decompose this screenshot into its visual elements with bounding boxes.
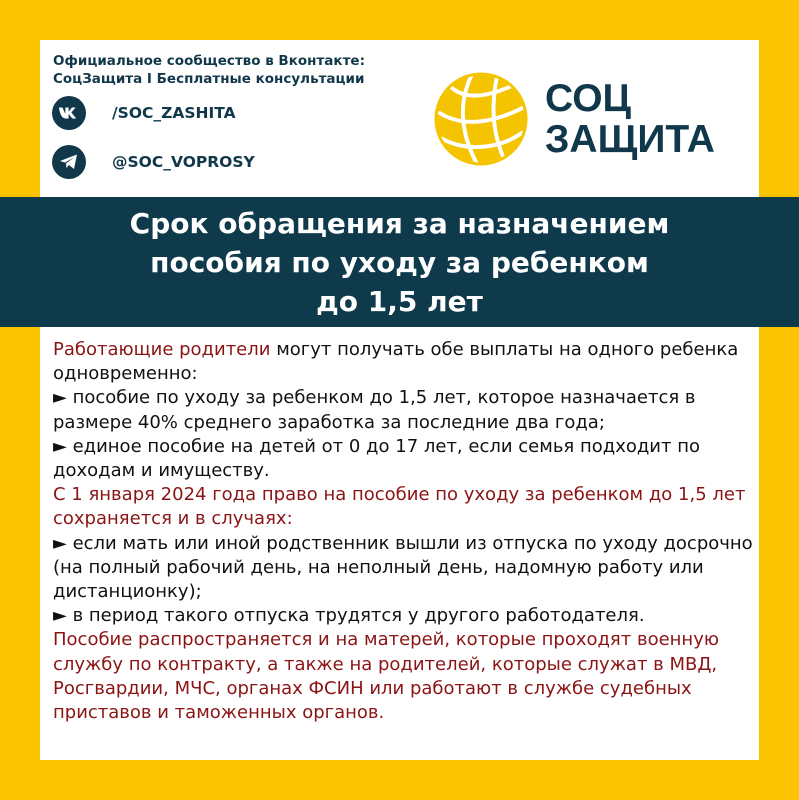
vk-handle[interactable]: /SOC_ZASHITA: [112, 104, 236, 122]
community-caption: [53, 52, 433, 88]
telegram-icon: [52, 145, 86, 179]
highlight-service-members: Пособие распространяется и на матерей, которые проходят военную службу по контракту, а также на родителей, которые служат в МВД, Росгвардии, МЧС, органах ФСИН или работают в службе судебных приставов и таможенных органов.: [53, 629, 720, 724]
community-line-2: СоцЗащита I Бесплатные консультации: [53, 71, 365, 87]
content-card: [40, 327, 759, 760]
brand-name: [545, 78, 745, 160]
title-line-2: пособия по уходу за ребенком: [150, 245, 649, 279]
paragraph-working-parents: [53, 338, 753, 386]
brand-line-2: ЗАЩИТА: [545, 118, 715, 161]
title-line-3: до 1,5 лет: [316, 284, 483, 318]
working-parents-text: могут получать обе выплаты на одного ребенка одновременно:: [53, 339, 739, 385]
title-line-1: Срок обращения за назначением: [129, 206, 670, 240]
highlight-working-parents: Работающие родители: [53, 339, 271, 360]
list-item-early-return: ► если мать или иной родственник вышли из отпуска по уходу досрочно (на полный рабочий день, на неполный день, надомную работу или дистанционку);: [53, 532, 753, 603]
highlight-2024-change: С 1 января 2024 года право на пособие по уходу за ребенком до 1,5 лет сохраняется и в случаях:: [53, 484, 746, 530]
brand-line-1: СОЦ: [545, 77, 632, 120]
telegram-link[interactable]: [52, 145, 255, 179]
title-banner: [0, 197, 799, 327]
vk-icon: [52, 96, 86, 130]
vk-link[interactable]: [52, 96, 236, 130]
page-title: [130, 204, 670, 321]
telegram-handle[interactable]: @SOC_VOPROSY: [112, 153, 255, 171]
body-text: [53, 338, 753, 725]
community-line-1: Официальное сообщество в Вконтакте:: [53, 53, 365, 69]
header-card: [40, 40, 759, 197]
list-item-other-employer: ► в период такого отпуска трудятся у другого работодателя.: [53, 605, 645, 627]
globe-logo-icon: [432, 70, 530, 168]
list-item-care-allowance: ► пособие по уходу за ребенком до 1,5 лет, которое назначается в размере 40% среднего заработка за последние два года;: [53, 387, 696, 433]
list-item-unified-allowance: ► единое пособие на детей от 0 до 17 лет, если семья подходит по доходам и имуществу.: [53, 435, 700, 482]
